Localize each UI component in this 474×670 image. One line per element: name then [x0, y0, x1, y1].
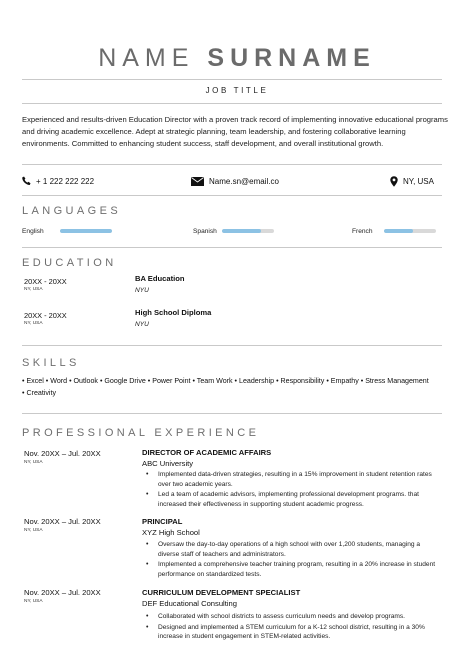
location-pin-icon	[390, 176, 403, 187]
contact-location	[390, 175, 434, 187]
job-bullet-text: Implemented data-driven strategies, resulting in a 15% improvement in student retention rates over two academic years.	[158, 471, 432, 488]
job-organization: DEF Educational Consulting	[142, 599, 237, 608]
bullet-dot: •	[146, 623, 149, 631]
job-dates: Nov. 20XX – Jul. 20XX	[24, 517, 101, 526]
job-bullets	[146, 540, 442, 581]
skill-item: • Word	[45, 377, 68, 385]
language-level-fill	[222, 229, 261, 233]
education-location: NY, USA	[24, 287, 43, 292]
phone-icon	[22, 176, 36, 186]
job-bullet-text: Oversaw the day-to-day operations of a high school with over 1,200 students, managing a diverse staff of teachers and administrators.	[158, 541, 421, 558]
skill-item: • Stress Management	[360, 377, 429, 385]
job-bullet	[146, 612, 442, 622]
language-level-fill	[60, 229, 112, 233]
skill-item: • Team Work	[192, 377, 233, 385]
job-dates: Nov. 20XX – Jul. 20XX	[24, 588, 101, 597]
envelope-icon	[191, 177, 209, 186]
job-role: PRINCIPAL	[142, 517, 183, 526]
education-dates: 20XX - 20XX	[24, 277, 67, 286]
job-bullets	[146, 470, 442, 511]
divider	[22, 345, 442, 346]
education-dates: 20XX - 20XX	[24, 311, 67, 320]
language-level-bar	[222, 229, 274, 233]
job-bullet	[146, 540, 442, 559]
job-bullet-text: Designed and implemented a STEM curriculum for a K-12 school district, resulting in a 30% increase in student engagement in STEM-related activities.	[158, 623, 425, 641]
education-degree: High School Diploma	[135, 308, 212, 317]
job-bullets	[146, 612, 442, 643]
language-level-bar	[60, 229, 112, 233]
bullet-dot: •	[146, 541, 149, 548]
job-role: CURRICULUM DEVELOPMENT SPECIALIST	[142, 588, 301, 597]
education-heading: EDUCATION	[22, 257, 117, 269]
contact-email[interactable]	[191, 175, 279, 187]
bullet-dot: •	[146, 471, 149, 478]
skill-item: • Responsibility	[276, 377, 325, 385]
job-bullet	[146, 470, 442, 489]
profile-summary: Experienced and results-driven Education Director with a proven track record of implementing innovative educational programs and driving academic excellence. Adept at strategic planning, team leadership, and fostering collaborative learning environments. Committed to enhancing student success, staff development, and overall institutional growth.	[22, 115, 448, 148]
divider	[22, 79, 442, 80]
job-organization: ABC University	[142, 459, 194, 468]
experience-heading: PROFESSIONAL EXPERIENCE	[22, 427, 260, 439]
divider	[22, 164, 442, 165]
skills-heading: SKILLS	[22, 357, 80, 369]
divider	[22, 413, 442, 414]
divider	[22, 195, 442, 196]
skills-list	[22, 376, 452, 399]
bullet-dot: •	[146, 561, 149, 569]
education-school: NYU	[135, 321, 149, 328]
languages-heading: LANGUAGES	[22, 205, 122, 217]
job-organization: XYZ High School	[142, 528, 200, 537]
education-location: NY, USA	[24, 321, 43, 326]
job-bullet-text: Led a team of academic advisors, implementing professional development programs. that increased their effectiveness in supporting student academic progress.	[158, 491, 419, 508]
job-bullet-text: Implemented a comprehensive teacher training program, resulting in a 20% increase in student performance on standardized tests.	[158, 561, 436, 578]
phone-number: + 1 222 222 222	[36, 176, 95, 186]
bullet-dot: •	[146, 613, 149, 620]
skill-item: • Empathy	[326, 377, 359, 385]
email-address: Name.sn@email.co	[209, 176, 279, 186]
job-location: NY, USA	[24, 599, 43, 604]
language-english	[22, 226, 44, 236]
skill-item: • Power Point	[147, 377, 191, 385]
language-level-fill	[384, 229, 413, 233]
language-label: English	[22, 227, 44, 235]
bullet-dot: •	[146, 491, 149, 499]
language-level-bar	[384, 229, 436, 233]
skill-item: • Excel	[22, 377, 44, 385]
job-bullet-text: Collaborated with school districts to assess curriculum needs and develop programs.	[158, 613, 406, 620]
first-name: NAME	[98, 44, 195, 72]
job-role: DIRECTOR OF ACADEMIC AFFAIRS	[142, 448, 272, 457]
divider	[22, 103, 442, 104]
job-bullet	[146, 623, 442, 642]
last-name: SURNAME	[207, 44, 376, 72]
language-spanish	[193, 226, 217, 236]
job-bullet	[146, 490, 442, 509]
job-location: NY, USA	[24, 528, 43, 533]
divider	[22, 247, 442, 248]
language-french	[352, 226, 373, 236]
job-bullet	[146, 560, 442, 579]
language-label: French	[352, 227, 373, 235]
job-location: NY, USA	[24, 460, 43, 465]
education-degree: BA Education	[135, 274, 185, 283]
job-dates: Nov. 20XX – Jul. 20XX	[24, 449, 101, 458]
job-title: JOB TITLE	[205, 86, 269, 95]
contact-phone[interactable]	[22, 175, 94, 187]
skill-item: • Leadership	[234, 377, 275, 385]
skill-item: • Google Drive	[99, 377, 146, 385]
skill-item: • Outlook	[69, 377, 98, 385]
skill-item: • Creativity	[22, 388, 57, 397]
candidate-name	[0, 44, 474, 73]
location-text: NY, USA	[403, 176, 434, 186]
language-label: Spanish	[193, 227, 217, 235]
education-school: NYU	[135, 287, 149, 294]
